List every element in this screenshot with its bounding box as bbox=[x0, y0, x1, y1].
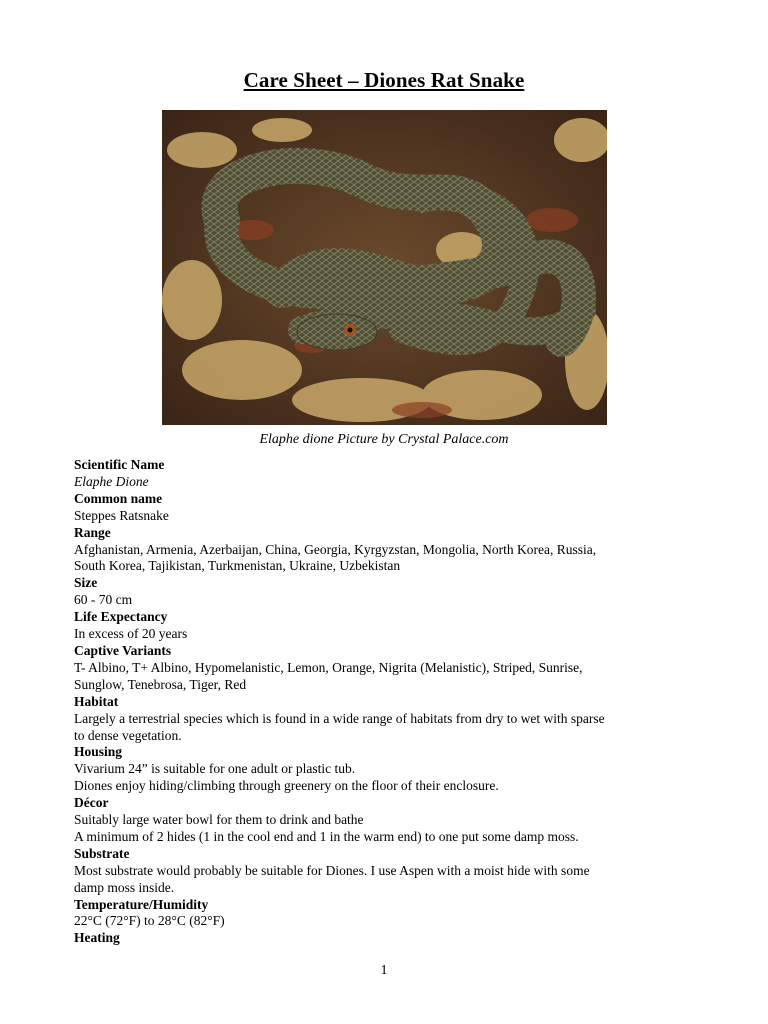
section-heading: Substrate bbox=[74, 845, 130, 861]
section-heading: Life Expectancy bbox=[74, 609, 168, 625]
snake-photo bbox=[162, 110, 607, 425]
page-number: 1 bbox=[380, 963, 388, 978]
section-text: Most substrate would probably be suitable for Diones. I use Aspen with a moist hide with some bbox=[74, 862, 590, 878]
care-sheet-body bbox=[74, 457, 704, 947]
section-text: Diones enjoy hiding/climbing through greenery on the floor of their enclosure. bbox=[74, 778, 499, 794]
section-text: T- Albino, T+ Albino, Hypomelanistic, Lemon, Orange, Nigrita (Melanistic), Striped, Sunrise, bbox=[74, 659, 583, 675]
section-text: A minimum of 2 hides (1 in the cool end and 1 in the warm end) to one put some damp moss. bbox=[74, 828, 579, 844]
section-text: 22°C (72°F) to 28°C (82°F) bbox=[74, 913, 225, 929]
section-heading: Captive Variants bbox=[74, 642, 172, 658]
section-text: Afghanistan, Armenia, Azerbaijan, China, Georgia, Kyrgyzstan, Mongolia, North Korea, Russia, bbox=[74, 541, 597, 557]
section-text: South Korea, Tajikistan, Turkmenistan, Ukraine, Uzbekistan bbox=[74, 558, 401, 574]
section-text: Sunglow, Tenebrosa, Tiger, Red bbox=[74, 676, 247, 692]
section-heading: Size bbox=[74, 575, 98, 591]
section-text: Steppes Ratsnake bbox=[74, 507, 169, 523]
section-text: Suitably large water bowl for them to drink and bathe bbox=[74, 812, 364, 828]
section-heading: Range bbox=[74, 524, 111, 540]
section-text: Elaphe Dione bbox=[74, 473, 149, 489]
page-title: Care Sheet – Diones Rat Snake bbox=[243, 68, 525, 92]
section-text: damp moss inside. bbox=[74, 879, 175, 895]
section-heading: Temperature/Humidity bbox=[74, 896, 209, 912]
section-heading: Common name bbox=[74, 490, 163, 506]
section-text: Vivarium 24” is suitable for one adult or plastic tub. bbox=[74, 761, 356, 777]
section-text: 60 - 70 cm bbox=[74, 592, 133, 608]
section-text: Largely a terrestrial species which is found in a wide range of habitats from dry to wet with sparse bbox=[74, 710, 605, 726]
section-heading: Housing bbox=[74, 744, 123, 760]
photo-caption: Elaphe dione Picture by Crystal Palace.com bbox=[259, 432, 509, 447]
section-text: In excess of 20 years bbox=[74, 626, 188, 642]
section-heading: Scientific Name bbox=[74, 457, 165, 472]
section-text: to dense vegetation. bbox=[74, 727, 182, 743]
section-heading: Heating bbox=[74, 930, 120, 946]
section-heading: Décor bbox=[74, 795, 109, 811]
section-heading: Habitat bbox=[74, 693, 119, 709]
